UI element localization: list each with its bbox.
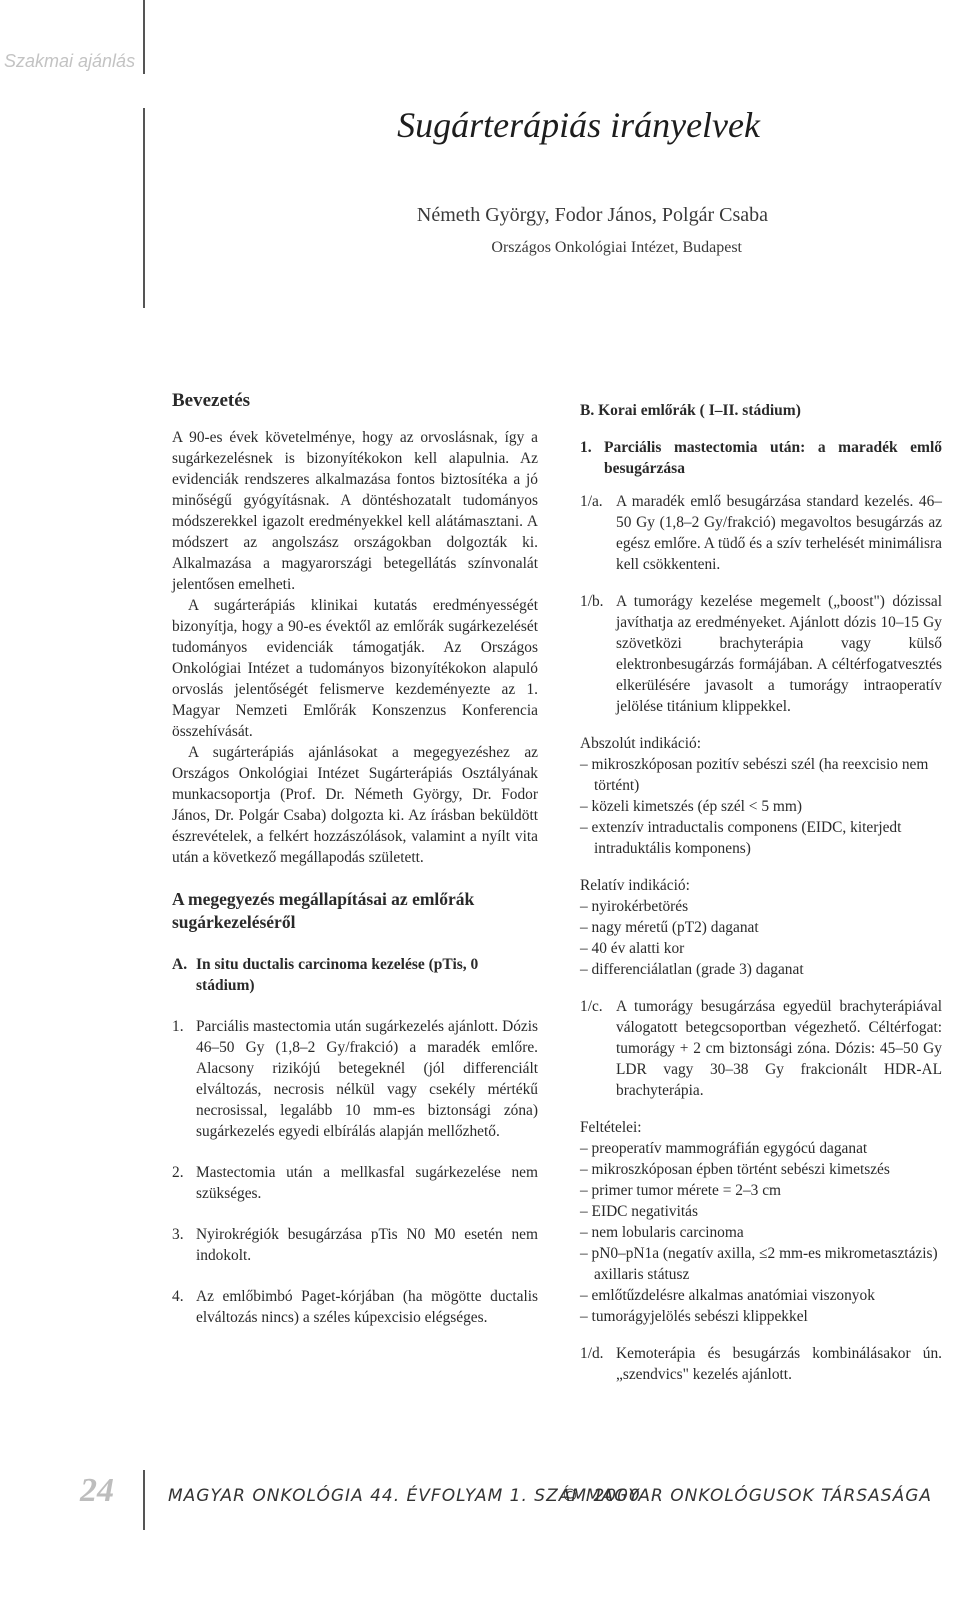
conditions-label: Feltételei: — [580, 1119, 642, 1136]
list-item: – primer tumor mérete = 2–3 cm — [580, 1182, 782, 1199]
subitem-1d — [580, 1343, 942, 1385]
left-column — [172, 390, 538, 1328]
list-item: – pN0–pN1a (negatív axilla, ≤2 mm-es mikrometasztázis) axillaris státusz — [580, 1245, 938, 1283]
list-item: – tumorágyjelölés sebészi klippekkel — [580, 1308, 808, 1325]
list-item — [172, 1016, 538, 1142]
subsection-label: 1. — [580, 439, 592, 456]
subitem-1b — [580, 591, 942, 717]
authors: Németh György, Fodor János, Polgár Csaba — [416, 204, 768, 226]
list-item: – nagy méretű (pT2) daganat — [580, 919, 759, 936]
list-item — [172, 1224, 538, 1266]
subsection-title: Parciális mastectomia után: a maradék emlő besugárzása — [604, 439, 942, 477]
affiliation: Országos Onkológiai Intézet, Budapest — [491, 239, 742, 256]
subitem-label: 1/c. — [580, 998, 603, 1015]
intro-paragraph-1: A 90-es évek követelménye, hogy az orvoslásnak, így a sugárkezelésnek is bizonyítékokon kell alapulnia. Az evidenciák rendszeres alkalmazása fontos biztosítéka a jó minőségű gyógyításnak. A döntéshozatalt tudományos módszerekkel igazolt eredményekkel kell alátámasztani. A módszert az angolszász országokban dolgozták ki. Alkalmazása a magyarországi betegellátás színvonalát jelentősen emelheti. — [172, 429, 538, 593]
list-item — [172, 1286, 538, 1328]
subitem-text: A tumorágy besugárzása egyedül brachyterápiával válogatott betegcsoportban végezhető. Céltérfogat: tumorágy + 2 cm biztonsági zóna. Dózis: 45–50 Gy LDR vagy 30–38 Gy frakcionált HDR-AL brachyterápia. — [616, 998, 942, 1099]
article-title: Sugárterápiás irányelvek — [397, 105, 760, 145]
subitem-1a — [580, 491, 942, 575]
list-item: – extenzív intraductalis componens (EIDC, kiterjedt intraduktális komponens) — [580, 819, 902, 857]
relative-indication-label: Relatív indikáció: — [580, 877, 690, 894]
list-item: – preoperatív mammográfián egygócú daganat — [580, 1140, 868, 1157]
list-item: – mikroszkóposan pozitív sebészi szél (ha reexcisio nem történt) — [580, 756, 929, 794]
subitem-text: Kemoterápia és besugárzás kombinálásakor ún. „szendvics" kezelés ajánlott. — [616, 1345, 942, 1383]
list-item: – mikroszkóposan épben történt sebészi kimetszés — [580, 1161, 890, 1178]
intro-paragraph-3: A sugárterápiás ajánlásokat a megegyezéshez az Országos Onkológiai Intézet Sugárterápiás Osztályának munkacsoportja (Prof. Dr. Németh György, Dr. Fodor János, Dr. Polgár Csaba) dolgozta ki. Az írásban beküldött észrevételek, a felkért hozzászólások, valamint a nyílt vita után a következő megállapodás született. — [172, 744, 538, 866]
list-item: – 40 év alatti kor — [580, 940, 685, 957]
section-tag: Szakmai ajánlás — [4, 51, 136, 71]
list-item: – nyirokérbetörés — [580, 898, 689, 915]
item-text: Mastectomia után a mellkasfal sugárkezelése nem szükséges. — [196, 1164, 538, 1202]
item-number: 2. — [172, 1164, 184, 1181]
subitem-label: 1/a. — [580, 493, 603, 510]
subitem-text: A tumorágy kezelése megemelt („boost") dózissal javíthatja az eredményeket. Ajánlott dózis 10–15 Gy szövetközi brachyterápia vagy külső elektronbesugárzás formájában. A céltérfogatvesztés elkerülésére javasolt a tumorágy intraoperatív jelölése titánium klippekkel. — [616, 593, 942, 715]
subitem-label: 1/d. — [580, 1345, 604, 1362]
footer-divider — [143, 1470, 145, 1530]
item-text: Parciális mastectomia után sugárkezelés ajánlott. Dózis 46–50 Gy (1,8–2 Gy/frakció) a maradék emlőre. Alacsony rizikójú betegeknél (jól differenciált elváltozás, necrosis nélkül vagy csekély mértékű necrosissal, legalább 10 mm-es biztonsági zóna) sugárkezelés egyedi elbírálás alapján mellőzhető. — [196, 1018, 538, 1140]
intro-heading: Bevezetés — [172, 390, 251, 411]
list-item: – EIDC negativitás — [580, 1203, 698, 1220]
right-column — [580, 400, 942, 1385]
item-text: Nyirokrégiók besugárzása pTis N0 M0 esetén nem indokolt. — [196, 1226, 538, 1264]
item-number: 1. — [172, 1018, 184, 1035]
list-item: – differenciálatlan (grade 3) daganat — [580, 961, 804, 978]
list-item: – nem lobularis carcinoma — [580, 1224, 744, 1241]
item-text: Az emlőbimbó Paget-kórjában (ha mögötte ductalis elváltozás nincs) a széles kúpexcisio elégséges. — [196, 1288, 538, 1326]
item-number: 4. — [172, 1288, 184, 1305]
subsection-heading — [580, 437, 942, 479]
journal-citation: MAGYAR ONKOLÓGIA 44. ÉVFOLYAM 1. SZÁM 2000 — [168, 1486, 641, 1506]
margin-rule — [143, 108, 145, 308]
section-a-title: In situ ductalis carcinoma kezelése (pTis, 0 stádium) — [196, 956, 479, 994]
list-item: – emlőtűzdelésre alkalmas anatómiai viszonyok — [580, 1287, 875, 1304]
item-number: 3. — [172, 1226, 184, 1243]
intro-paragraph-2: A sugárterápiás klinikai kutatás eredményességét bizonyítja, hogy a 90-es évektől az emlőrák sugárkezelését tudományos evidenciák támogatják. Az Országos Onkológiai Intézet a tudományos bizonyítékokon alapuló orvoslás jelentőségét felismerve kezdeményezte az 1. Magyar Nemzeti Emlőrák Konszenzus Konferencia összehívását. — [172, 597, 538, 740]
header-divider — [143, 0, 145, 74]
copyright: © MAGYAR ONKOLÓGUSOK TÁRSASÁGA — [561, 1486, 932, 1506]
subitem-label: 1/b. — [580, 593, 604, 610]
list-item: – közeli kimetszés (ép szél < 5 mm) — [580, 798, 802, 815]
absolute-indication-label: Abszolút indikáció: — [580, 735, 701, 752]
consensus-heading: A megegyezés megállapításai az emlőrák sugárkezeléséről — [172, 889, 475, 932]
list-item — [172, 1162, 538, 1204]
subitem-1c — [580, 996, 942, 1101]
section-a-label: A. — [172, 956, 188, 973]
section-a-heading — [172, 954, 538, 996]
subitem-text: A maradék emlő besugárzása standard kezelés. 46–50 Gy (1,8–2 Gy/frakció) megavoltos besugárzás az egész emlőre. A tüdő és a szív terhelését minimálisra kell csökkenteni. — [616, 493, 942, 573]
section-b-heading: B. Korai emlőrák ( I–II. stádium) — [580, 402, 801, 419]
page-number: 24 — [80, 1472, 114, 1509]
